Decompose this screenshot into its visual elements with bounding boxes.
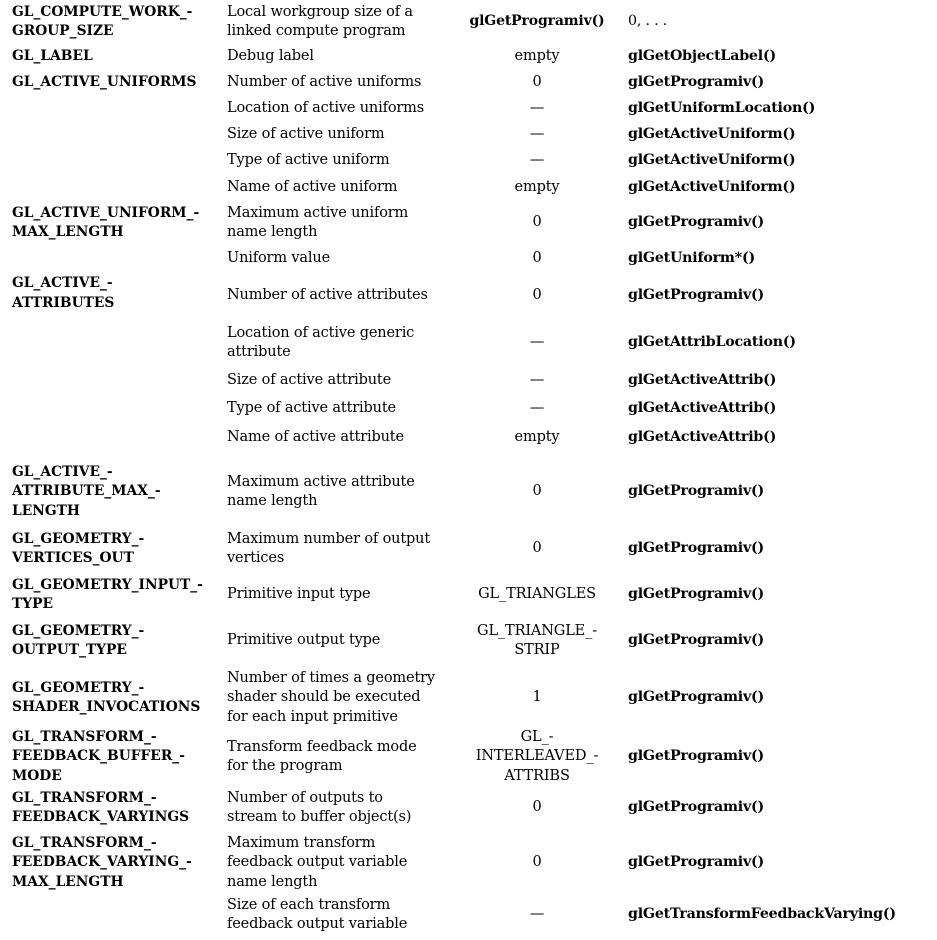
table-row <box>0 202 937 244</box>
state-cell <box>12 620 212 662</box>
initial-value-cell-text: GL_TRIANGLE_- STRIP <box>477 622 597 658</box>
query-function-cell <box>628 426 933 450</box>
table-row <box>0 726 937 788</box>
description-cell-text: Number of times a geometry shader should be executed for each input primitive <box>227 669 435 725</box>
description-cell-text: Size of each transform feedback output variable <box>227 896 408 932</box>
query-function-cell-text: glGetUniform*() <box>628 250 755 267</box>
initial-value-cell <box>462 72 612 94</box>
query-function-cell-text: glGetAttribLocation() <box>628 334 796 351</box>
description-cell-text: Local workgroup size of a linked compute program <box>227 3 413 39</box>
state-cell <box>12 666 212 730</box>
description-cell-text: Number of active uniforms <box>227 74 422 91</box>
description-cell-text: Maximum transform feedback output variable name length <box>227 834 408 890</box>
table-row <box>0 46 937 68</box>
query-function-cell <box>628 894 933 936</box>
initial-value-cell-text: 0 <box>532 287 542 304</box>
state-cell-text: GL_ACTIVE_UNIFORM_- MAX_LENGTH <box>12 204 200 240</box>
initial-value-cell-text: 0 <box>532 799 542 816</box>
description-cell-text: Primitive output type <box>227 632 381 649</box>
table-row <box>0 150 937 172</box>
table-row <box>0 788 937 828</box>
query-function-cell <box>628 176 933 200</box>
description-cell <box>227 150 462 172</box>
description-cell <box>227 462 462 522</box>
description-cell <box>227 46 462 68</box>
state-cell <box>12 46 212 68</box>
state-cell <box>12 274 212 318</box>
description-cell-text: Size of active uniform <box>227 126 385 143</box>
table-row <box>0 832 937 894</box>
description-cell-text: Debug label <box>227 48 314 65</box>
initial-value-cell-text: empty <box>514 48 560 65</box>
initial-value-cell <box>462 370 612 392</box>
table-row <box>0 248 937 270</box>
description-cell-text: Size of active attribute <box>227 372 392 389</box>
initial-value-cell <box>462 46 612 68</box>
query-function-cell <box>628 620 933 662</box>
description-cell <box>227 72 462 94</box>
initial-value-cell-text: empty <box>514 429 560 446</box>
table-row <box>0 98 937 120</box>
table-row <box>0 528 937 570</box>
initial-value-cell <box>462 98 612 120</box>
description-cell <box>227 124 462 146</box>
query-function-cell <box>628 788 933 828</box>
initial-value-cell <box>462 666 612 730</box>
initial-value-cell-text: glGetProgramiv() <box>469 13 605 30</box>
state-cell <box>12 98 212 120</box>
description-cell-text: Name of active attribute <box>227 429 404 446</box>
description-cell-text: Primitive input type <box>227 586 371 603</box>
initial-value-cell <box>462 462 612 522</box>
query-function-cell-text: 0, . . . <box>628 13 667 30</box>
initial-value-cell-text: 0 <box>532 214 542 231</box>
table-row <box>0 462 937 522</box>
query-function-cell <box>628 528 933 570</box>
query-function-cell <box>628 398 933 420</box>
description-cell <box>227 370 462 392</box>
description-cell <box>227 574 462 616</box>
query-function-cell-text: glGetActiveUniform() <box>628 126 796 143</box>
description-cell-text: Transform feedback mode for the program <box>227 738 417 774</box>
initial-value-cell-text: — <box>529 152 545 169</box>
state-cell-text: GL_TRANSFORM_- FEEDBACK_BUFFER_- MODE <box>12 728 185 784</box>
state-cell-text: GL_GEOMETRY_INPUT_- TYPE <box>12 576 203 612</box>
initial-value-cell <box>462 528 612 570</box>
query-function-cell-text: glGetActiveUniform() <box>628 152 796 169</box>
description-cell <box>227 320 462 366</box>
initial-value-cell-text: GL_- INTERLEAVED_- ATTRIBS <box>475 728 599 784</box>
table-row <box>0 320 937 366</box>
table-row <box>0 2 937 42</box>
initial-value-cell <box>462 620 612 662</box>
query-function-cell-text: glGetActiveAttrib() <box>628 429 777 446</box>
state-cell <box>12 398 212 420</box>
description-cell <box>227 620 462 662</box>
description-cell <box>227 666 462 730</box>
initial-value-cell-text: empty <box>514 179 560 196</box>
query-function-cell-text: glGetProgramiv() <box>628 799 765 816</box>
initial-value-cell-text: 0 <box>532 250 542 267</box>
state-cell <box>12 150 212 172</box>
description-cell <box>227 176 462 200</box>
description-cell <box>227 248 462 270</box>
table-row <box>0 894 937 936</box>
description-cell-text: Type of active uniform <box>227 152 390 169</box>
initial-value-cell-text: 0 <box>532 854 542 871</box>
state-cell <box>12 894 212 936</box>
state-cell-text: GL_TRANSFORM_- FEEDBACK_VARYINGS <box>12 789 190 825</box>
query-function-cell-text: glGetProgramiv() <box>628 287 765 304</box>
description-cell-text: Type of active attribute <box>227 400 396 417</box>
initial-value-cell-text: 0 <box>532 74 542 91</box>
state-cell <box>12 426 212 450</box>
state-cell-text: GL_GEOMETRY_- OUTPUT_TYPE <box>12 622 145 658</box>
initial-value-cell-text: — <box>529 372 545 389</box>
description-cell-text: Maximum active uniform name length <box>227 204 409 240</box>
description-cell-text: Name of active uniform <box>227 179 398 196</box>
description-cell-text: Location of active uniforms <box>227 100 425 117</box>
initial-value-cell-text: 0 <box>532 483 542 500</box>
query-function-cell <box>628 832 933 894</box>
state-cell <box>12 2 212 42</box>
query-function-cell-text: glGetTransformFeedbackVarying() <box>628 906 896 923</box>
initial-value-cell <box>462 398 612 420</box>
initial-value-cell-text: — <box>529 100 545 117</box>
state-cell <box>12 124 212 146</box>
state-cell <box>12 726 212 788</box>
state-cell-text: GL_COMPUTE_WORK_- GROUP_SIZE <box>12 3 193 39</box>
initial-value-cell <box>462 176 612 200</box>
state-cell-text: GL_LABEL <box>12 48 93 65</box>
table-row <box>0 666 937 730</box>
initial-value-cell <box>462 202 612 244</box>
initial-value-cell <box>462 124 612 146</box>
state-cell <box>12 202 212 244</box>
description-cell <box>227 528 462 570</box>
query-function-cell <box>628 320 933 366</box>
state-cell-text: GL_ACTIVE_- ATTRIBUTE_MAX_- LENGTH <box>12 463 161 519</box>
query-function-cell-text: glGetProgramiv() <box>628 748 765 765</box>
query-function-cell <box>628 370 933 392</box>
initial-value-cell <box>462 726 612 788</box>
query-function-cell <box>628 98 933 120</box>
initial-value-cell <box>462 894 612 936</box>
state-cell <box>12 574 212 616</box>
table-row <box>0 574 937 616</box>
table-row <box>0 398 937 420</box>
initial-value-cell <box>462 426 612 450</box>
initial-value-cell <box>462 248 612 270</box>
query-function-cell <box>628 248 933 270</box>
query-function-cell-text: glGetActiveUniform() <box>628 179 796 196</box>
description-cell <box>227 426 462 450</box>
initial-value-cell-text: — <box>529 400 545 417</box>
initial-value-cell <box>462 574 612 616</box>
query-function-cell <box>628 150 933 172</box>
table-row <box>0 274 937 318</box>
state-cell <box>12 248 212 270</box>
query-function-cell-text: glGetProgramiv() <box>628 632 765 649</box>
description-cell <box>227 788 462 828</box>
state-cell <box>12 462 212 522</box>
table-row <box>0 124 937 146</box>
description-cell <box>227 832 462 894</box>
state-cell <box>12 72 212 94</box>
query-function-cell <box>628 574 933 616</box>
initial-value-cell <box>462 150 612 172</box>
initial-value-cell-text: — <box>529 334 545 351</box>
initial-value-cell <box>462 2 612 42</box>
description-cell <box>227 398 462 420</box>
description-cell <box>227 894 462 936</box>
query-function-cell <box>628 666 933 730</box>
query-function-cell-text: glGetProgramiv() <box>628 483 765 500</box>
description-cell <box>227 274 462 318</box>
query-function-cell <box>628 2 933 42</box>
query-function-cell <box>628 726 933 788</box>
initial-value-cell <box>462 274 612 318</box>
description-cell <box>227 202 462 244</box>
query-function-cell <box>628 72 933 94</box>
query-function-cell-text: glGetActiveAttrib() <box>628 400 777 417</box>
query-function-cell <box>628 124 933 146</box>
description-cell-text: Uniform value <box>227 250 331 267</box>
description-cell-text: Number of outputs to stream to buffer object(s) <box>227 789 412 825</box>
description-cell-text: Maximum number of output vertices <box>227 530 431 566</box>
state-cell-text: GL_TRANSFORM_- FEEDBACK_VARYING_- MAX_LENGTH <box>12 834 192 890</box>
description-cell <box>227 2 462 42</box>
initial-value-cell <box>462 832 612 894</box>
state-cell <box>12 370 212 392</box>
query-function-cell-text: glGetProgramiv() <box>628 586 765 603</box>
description-cell <box>227 98 462 120</box>
initial-value-cell-text: GL_TRIANGLES <box>478 586 596 603</box>
table-row <box>0 370 937 392</box>
table-row <box>0 72 937 94</box>
description-cell <box>227 726 462 788</box>
table-row <box>0 176 937 200</box>
state-cell <box>12 528 212 570</box>
table-row <box>0 620 937 662</box>
state-cell-text: GL_GEOMETRY_- SHADER_INVOCATIONS <box>12 679 201 715</box>
query-function-cell-text: glGetActiveAttrib() <box>628 372 777 389</box>
state-cell <box>12 176 212 200</box>
state-cell <box>12 320 212 366</box>
table-row <box>0 426 937 450</box>
state-cell-text: GL_ACTIVE_UNIFORMS <box>12 74 197 91</box>
query-function-cell-text: glGetProgramiv() <box>628 74 765 91</box>
description-cell-text: Number of active attributes <box>227 287 428 304</box>
state-cell <box>12 788 212 828</box>
initial-value-cell <box>462 320 612 366</box>
initial-value-cell-text: 0 <box>532 540 542 557</box>
query-function-cell-text: glGetObjectLabel() <box>628 48 776 65</box>
state-cell <box>12 832 212 894</box>
initial-value-cell <box>462 788 612 828</box>
initial-value-cell-text: 1 <box>532 689 542 706</box>
query-function-cell <box>628 46 933 68</box>
query-function-cell-text: glGetProgramiv() <box>628 689 765 706</box>
description-cell-text: Maximum active attribute name length <box>227 473 415 509</box>
description-cell-text: Location of active generic attribute <box>227 324 415 360</box>
state-cell-text: GL_GEOMETRY_- VERTICES_OUT <box>12 530 145 566</box>
query-function-cell-text: glGetUniformLocation() <box>628 100 816 117</box>
initial-value-cell-text: — <box>529 126 545 143</box>
query-function-cell <box>628 274 933 318</box>
query-function-cell-text: glGetProgramiv() <box>628 540 765 557</box>
query-function-cell-text: glGetProgramiv() <box>628 214 765 231</box>
query-function-cell-text: glGetProgramiv() <box>628 854 765 871</box>
state-cell-text: GL_ACTIVE_- ATTRIBUTES <box>12 275 115 311</box>
query-function-cell <box>628 462 933 522</box>
query-function-cell <box>628 202 933 244</box>
initial-value-cell-text: — <box>529 906 545 923</box>
